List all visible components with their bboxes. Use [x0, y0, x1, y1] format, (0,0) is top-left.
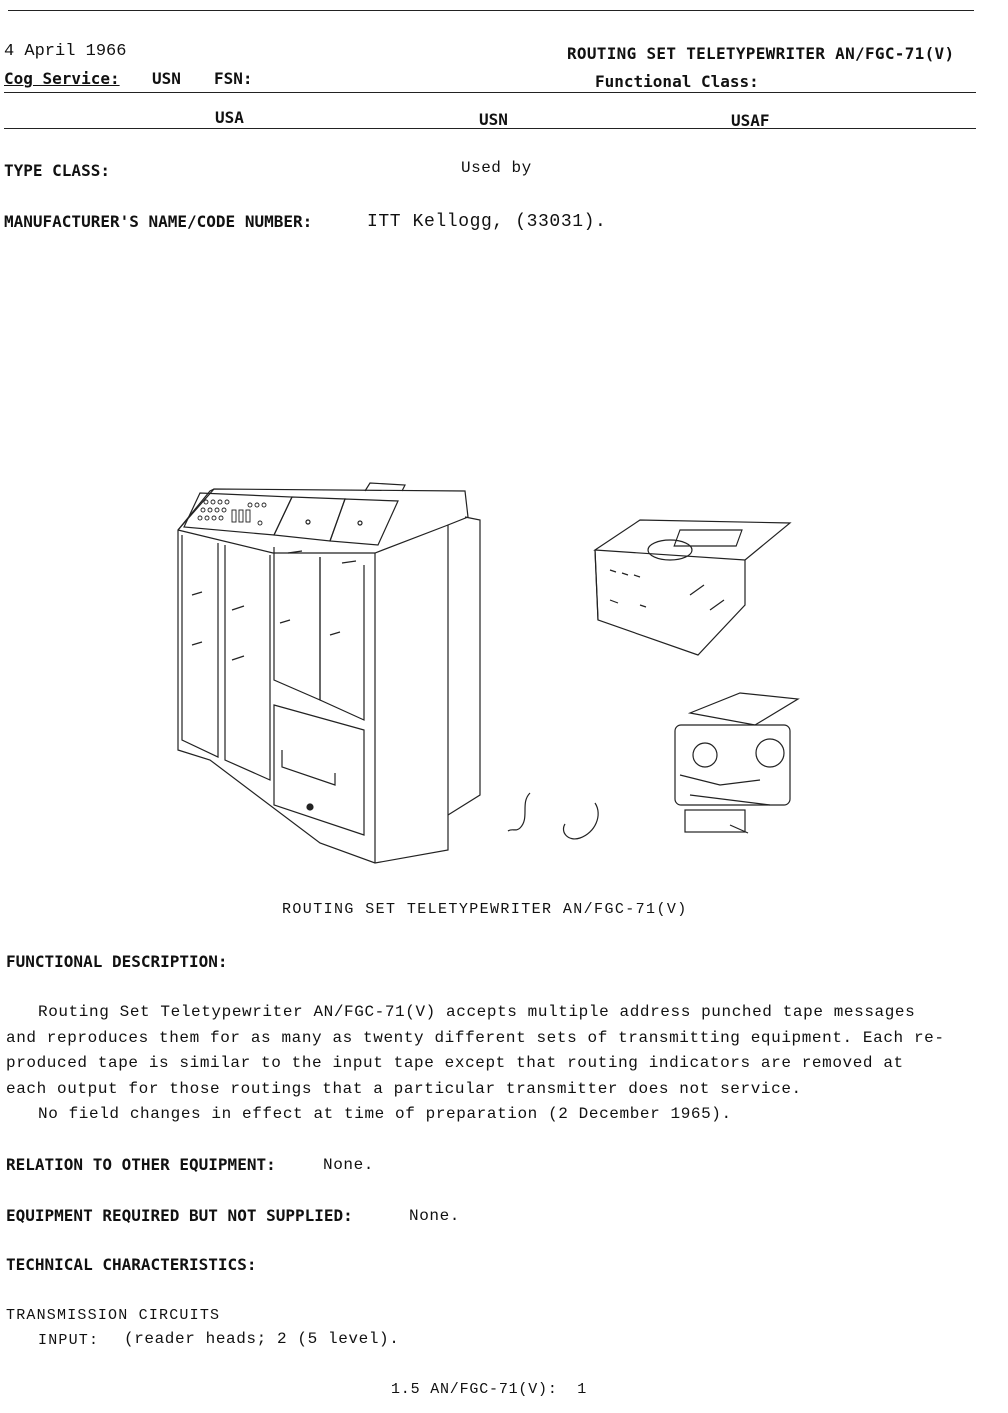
description-line: No field changes in effect at time of preparation (2 December 1965).	[38, 1105, 732, 1123]
used-by-label: Used by	[461, 159, 532, 177]
service-usaf: USAF	[731, 111, 770, 130]
description-line: produced tape is similar to the input tape except that routing indicators are removed at	[6, 1054, 904, 1072]
technical-heading: TECHNICAL CHARACTERISTICS:	[6, 1255, 257, 1274]
input-label: INPUT:	[38, 1332, 100, 1349]
fsn-label: FSN:	[214, 69, 253, 88]
manufacturer-label: MANUFACTURER'S NAME/CODE NUMBER:	[4, 212, 313, 231]
document-title: ROUTING SET TELETYPEWRITER AN/FGC-71(V)	[567, 44, 955, 63]
manufacturer-value: ITT Kellogg, (33031).	[367, 212, 607, 232]
header-rule-2	[4, 128, 976, 129]
equipment-required-label: EQUIPMENT REQUIRED BUT NOT SUPPLIED:	[6, 1206, 353, 1225]
relation-value: None.	[323, 1156, 375, 1174]
cabinet-drawing	[178, 483, 480, 863]
functional-class-label: Functional Class:	[595, 72, 759, 91]
type-class-label: TYPE CLASS:	[4, 161, 110, 180]
input-value: (reader heads; 2 (5 level).	[124, 1330, 400, 1348]
reader-drawing	[675, 693, 798, 833]
description-line: each output for those routings that a particular transmitter does not service.	[6, 1079, 802, 1098]
cog-service-label: Cog Service:	[4, 69, 120, 88]
relation-label: RELATION TO OTHER EQUIPMENT:	[6, 1155, 276, 1174]
issue-date: 4 April 1966	[4, 42, 127, 61]
header-rule-1	[4, 92, 976, 93]
functional-description-body	[6, 1000, 996, 1128]
description-line: Routing Set Teletypewriter AN/FGC-71(V) accepts multiple address punched tape messages	[38, 1003, 916, 1021]
service-usa: USA	[215, 108, 244, 127]
functional-description-heading: FUNCTIONAL DESCRIPTION:	[6, 952, 228, 971]
transmission-circuits-label: TRANSMISSION CIRCUITS	[6, 1307, 221, 1324]
equipment-illustration	[170, 475, 810, 875]
service-usn: USN	[479, 110, 508, 129]
cable-drawing	[508, 793, 598, 839]
top-rule	[8, 10, 974, 11]
description-line: and reproduces them for as many as twenty different sets of transmitting equipment. Each re-	[6, 1028, 945, 1047]
cog-service-value: USN	[152, 69, 181, 88]
page-reference: 1.5 AN/FGC-71(V): 1	[391, 1381, 588, 1398]
chassis-drawing	[595, 520, 790, 655]
figure-caption: ROUTING SET TELETYPEWRITER AN/FGC-71(V)	[282, 901, 688, 918]
equipment-required-value: None.	[409, 1207, 461, 1225]
